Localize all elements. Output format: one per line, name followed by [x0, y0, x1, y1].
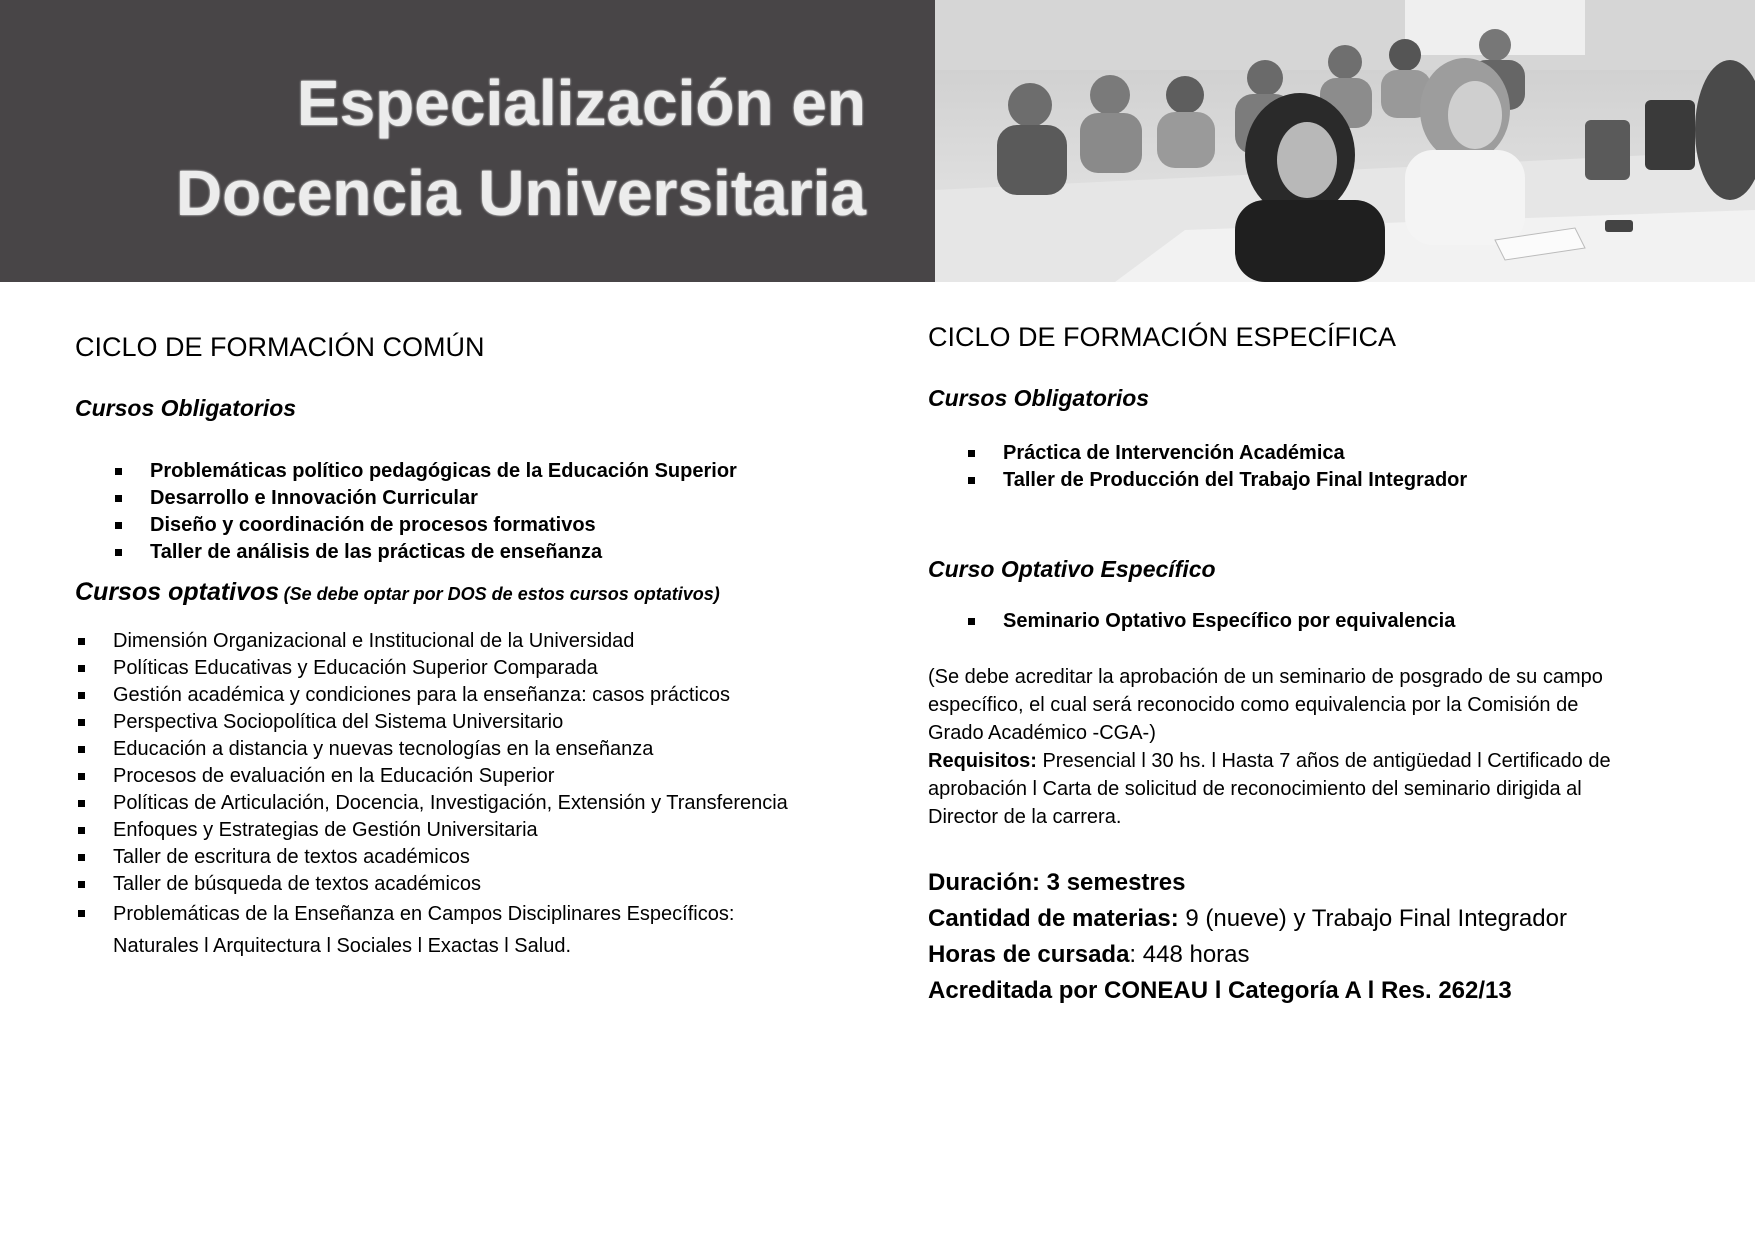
- page-title: [86, 58, 866, 238]
- title-line-1: Especialización en: [296, 67, 866, 139]
- common-optional-list: [75, 628, 885, 962]
- accreditation: Acreditada por CONEAU l Categoría A l Res. 262/13: [928, 977, 1512, 1004]
- list-item: Problemáticas de la Enseñanza en Campos Disciplinares Específicos: Naturales l Arquitectura l Sociales l Exactas l Salud.: [75, 898, 885, 962]
- list-item: Taller de Producción del Trabajo Final Integrador: [928, 467, 1648, 494]
- common-mandatory-title: Cursos Obligatorios: [75, 395, 297, 421]
- list-item: Seminario Optativo Específico por equivalencia: [928, 608, 1648, 635]
- list-item: Taller de escritura de textos académicos: [75, 844, 885, 871]
- square-bullet-icon: [78, 719, 85, 726]
- common-optional-heading: [75, 577, 885, 607]
- square-bullet-icon: [115, 549, 122, 556]
- square-bullet-icon: [78, 854, 85, 861]
- square-bullet-icon: [78, 638, 85, 645]
- list-item: Enfoques y Estrategias de Gestión Universitaria: [75, 817, 885, 844]
- common-optional-title: Cursos optativos: [75, 578, 280, 606]
- header-banner: [0, 0, 1755, 282]
- duration: Duración: 3 semestres: [928, 869, 1186, 896]
- specific-elective-title: Curso Optativo Específico: [928, 556, 1216, 582]
- program-facts: [928, 865, 1648, 1009]
- title-panel: [0, 0, 935, 282]
- square-bullet-icon: [78, 746, 85, 753]
- square-bullet-icon: [115, 522, 122, 529]
- subjects-value: 9 (nueve) y Trabajo Final Integrador: [1178, 905, 1567, 932]
- common-mandatory-list: [75, 458, 885, 566]
- subjects-count: [928, 901, 1648, 937]
- list-item: Educación a distancia y nuevas tecnologías en la enseñanza: [75, 736, 885, 763]
- requirements-text: Presencial l 30 hs. l Hasta 7 años de antigüedad l Certificado de aprobación l Carta de solicitud de reconocimiento del seminario dirigida al Director de la carrera.: [928, 750, 1611, 828]
- list-item: Taller de análisis de las prácticas de enseñanza: [75, 539, 885, 566]
- list-item: Taller de búsqueda de textos académicos: [75, 871, 885, 898]
- square-bullet-icon: [968, 618, 975, 625]
- square-bullet-icon: [78, 881, 85, 888]
- square-bullet-icon: [78, 665, 85, 672]
- classroom-photo: [935, 0, 1755, 282]
- title-line-2: Docencia Universitaria: [175, 157, 866, 229]
- subjects-label: Cantidad de materias:: [928, 905, 1179, 932]
- specific-cycle-title: CICLO DE FORMACIÓN ESPECÍFICA: [928, 322, 1397, 352]
- list-item: Políticas Educativas y Educación Superior Comparada: [75, 655, 885, 682]
- hours-value: : 448 horas: [1129, 941, 1250, 968]
- square-bullet-icon: [115, 468, 122, 475]
- list-item: Diseño y coordinación de procesos formativos: [75, 512, 885, 539]
- list-item: Práctica de Intervención Académica: [928, 440, 1648, 467]
- list-item: Políticas de Articulación, Docencia, Investigación, Extensión y Transferencia: [75, 790, 885, 817]
- course-hours: [928, 937, 1648, 973]
- square-bullet-icon: [968, 450, 975, 457]
- square-bullet-icon: [78, 800, 85, 807]
- square-bullet-icon: [78, 773, 85, 780]
- specific-mandatory-title: Cursos Obligatorios: [928, 385, 1150, 411]
- equivalence-note: (Se debe acreditar la aprobación de un seminario de posgrado de su campo específico, el cual será reconocido como equivalencia por la Comisión de Grado Académico -CGA-): [928, 666, 1603, 744]
- square-bullet-icon: [78, 827, 85, 834]
- square-bullet-icon: [115, 495, 122, 502]
- requirements-label: Requisitos:: [928, 750, 1037, 772]
- common-optional-note: (Se debe optar por DOS de estos cursos optativos): [283, 584, 720, 604]
- list-item: Perspectiva Sociopolítica del Sistema Universitario: [75, 709, 885, 736]
- square-bullet-icon: [78, 910, 85, 917]
- hours-label: Horas de cursada: [928, 941, 1130, 968]
- specific-elective-list: [928, 608, 1648, 635]
- requirements: [928, 747, 1638, 831]
- list-item: Gestión académica y condiciones para la enseñanza: casos prácticos: [75, 682, 885, 709]
- common-cycle-section: [75, 330, 885, 962]
- list-item: Problemáticas político pedagógicas de la Educación Superior: [75, 458, 885, 485]
- specific-mandatory-list: [928, 440, 1648, 494]
- square-bullet-icon: [78, 692, 85, 699]
- list-item: Desarrollo e Innovación Curricular: [75, 485, 885, 512]
- list-item: Procesos de evaluación en la Educación Superior: [75, 763, 885, 790]
- common-cycle-title: CICLO DE FORMACIÓN COMÚN: [75, 332, 485, 362]
- list-item: Dimensión Organizacional e Institucional de la Universidad: [75, 628, 885, 655]
- specific-cycle-section: [928, 320, 1648, 1009]
- square-bullet-icon: [968, 477, 975, 484]
